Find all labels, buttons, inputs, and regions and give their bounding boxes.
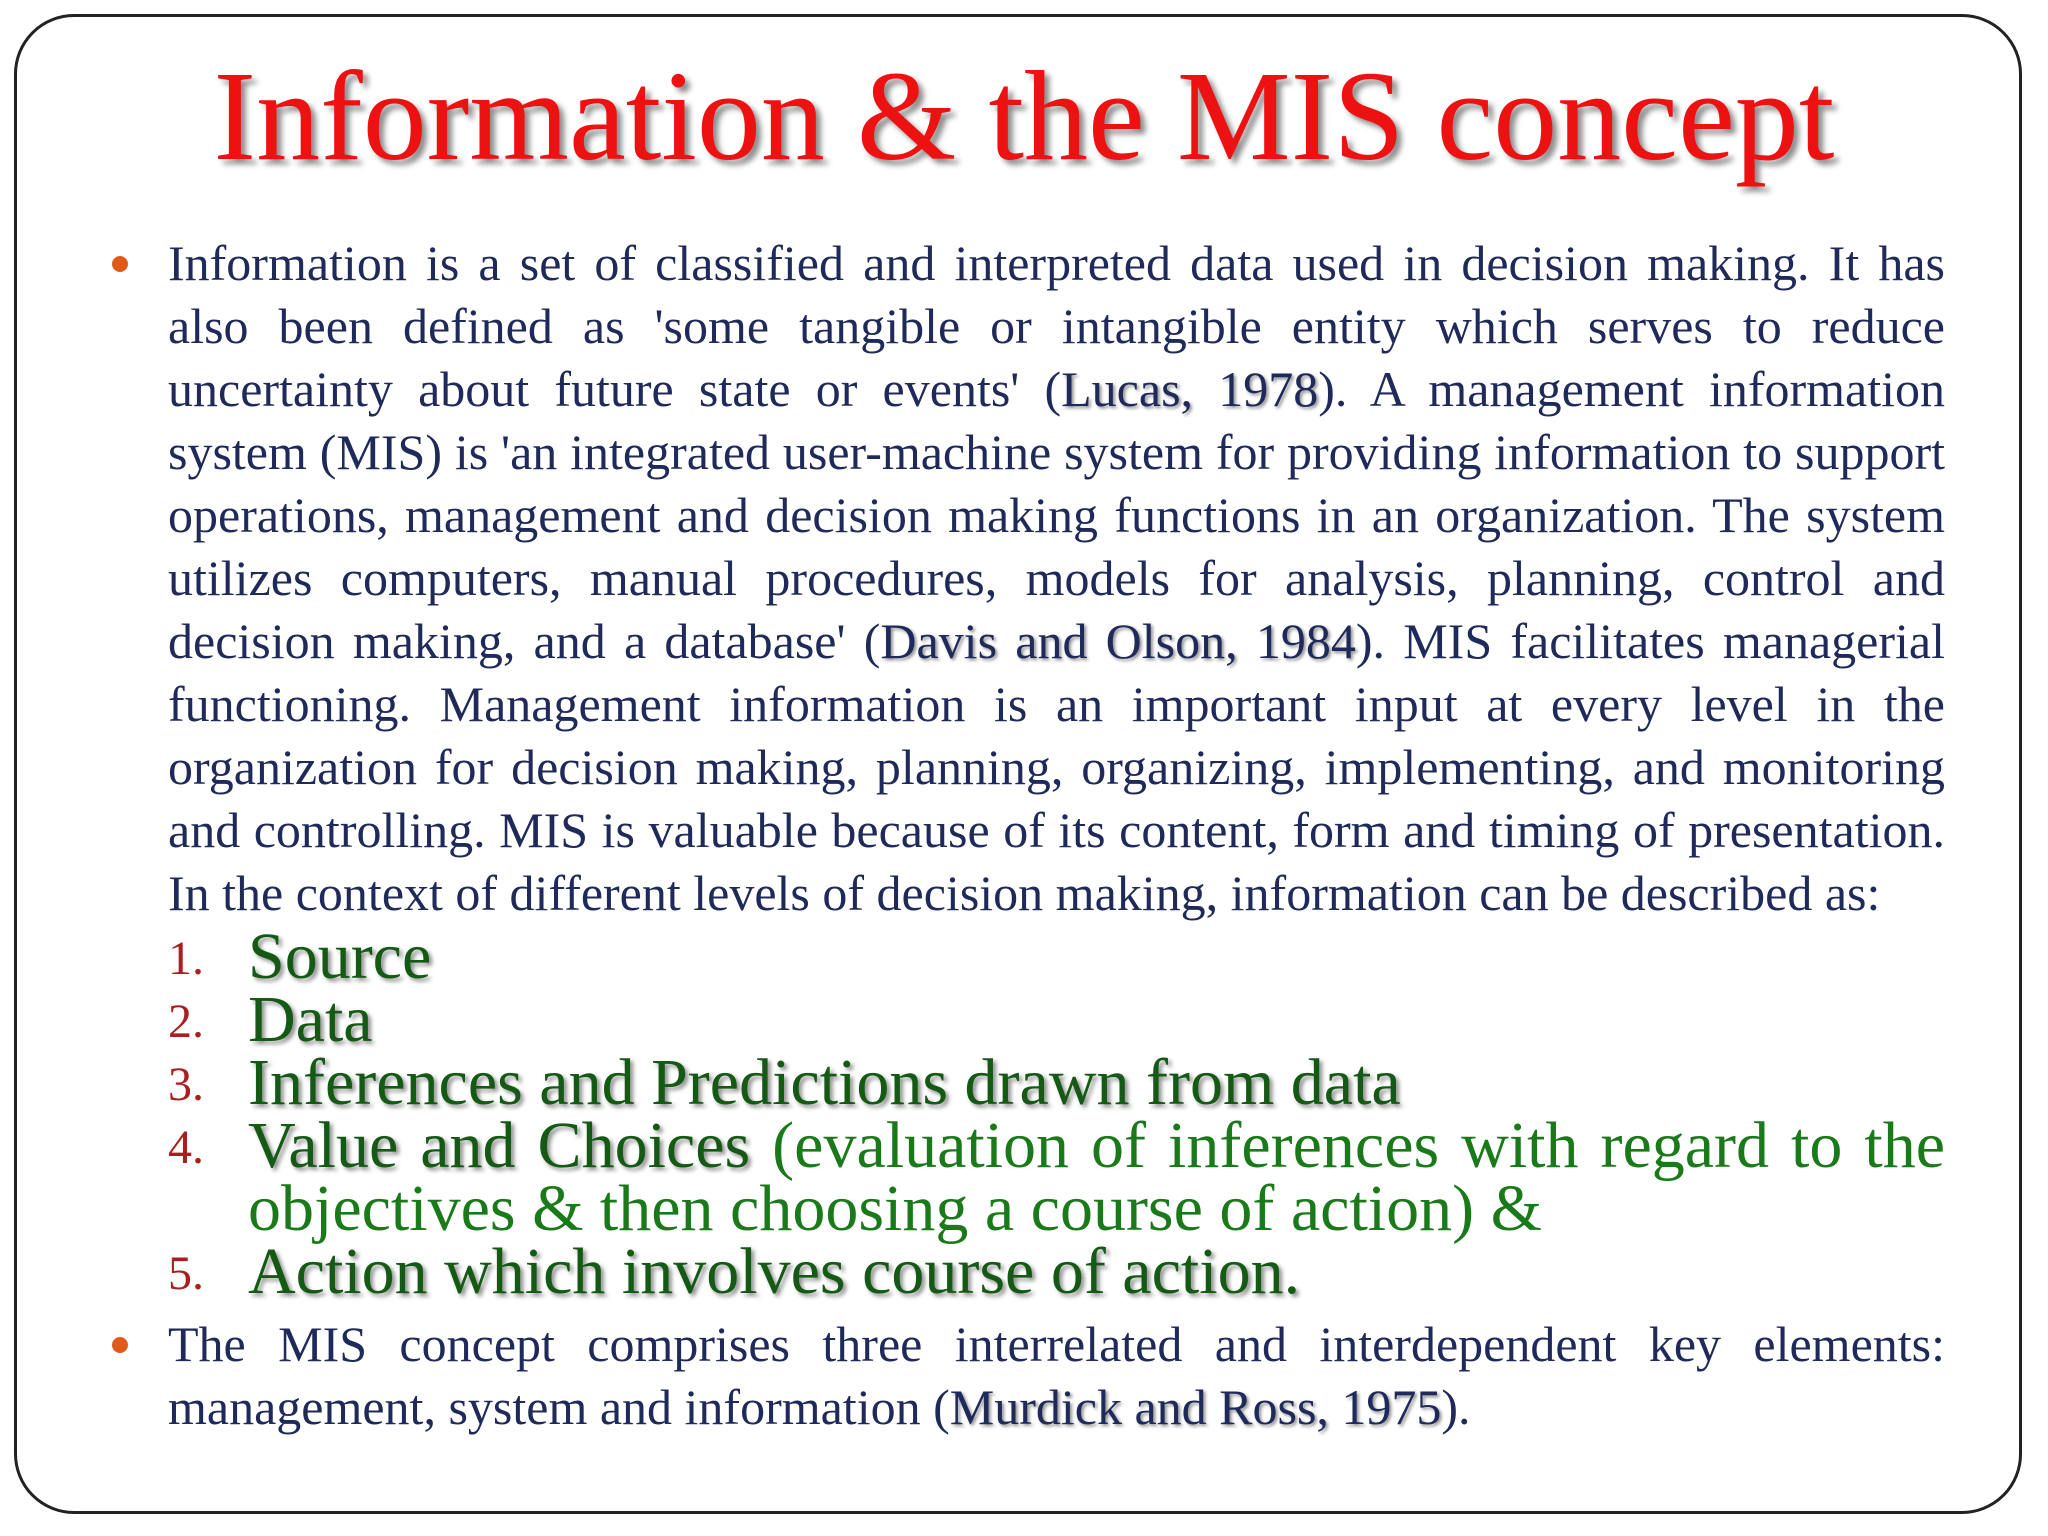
list-item: [168, 1235, 1945, 1308]
citation-murdick-ross: Murdick and Ross, 1975: [949, 1379, 1442, 1435]
bullet-text: ). A management information system (MIS) is 'an integrated user-machine system for providing information to support operations, management and decision making functions in an organization. The system utilizes computers, manual procedures, models for analysis, planning, control and decision making, and a database' (: [168, 361, 1946, 669]
list-item-label: Action which involves course of action.: [248, 1235, 1301, 1308]
information-levels-list: [168, 920, 1945, 1308]
list-number: 5.: [168, 1247, 204, 1300]
bullet-text: The MIS concept comprises three interrelated and interdependent key elements: management, system and information (: [168, 1316, 1945, 1435]
slide-content: [168, 232, 1945, 1439]
list-number: 2.: [168, 995, 204, 1048]
list-number: 4.: [168, 1121, 204, 1174]
list-item: [168, 983, 1945, 1056]
list-item: [168, 1046, 1945, 1119]
list-item: [168, 920, 1945, 993]
list-item-label: Data: [248, 983, 373, 1056]
list-item-label: Inferences and Predictions drawn from data: [248, 1046, 1401, 1119]
list-item-description: (evaluation of inferences with regard to the objectives & then choosing a course of action) &: [248, 1109, 1945, 1245]
list-number: 3.: [168, 1058, 204, 1111]
bullet-text: ).: [1441, 1379, 1471, 1435]
list-number: 1.: [168, 932, 204, 985]
bullet-dot-icon: [112, 1337, 128, 1353]
bullet-text: ). MIS facilitates managerial functioning. Management information is an important input at every level in the organization for decision making, planning, organizing, implementing, and monitoring and controlling. MIS is valuable because of its content, form and timing of presentation. In the context of different levels of decision making, information can be described as:: [168, 613, 1946, 921]
citation-davis-olson: Davis and Olson, 1984: [880, 613, 1356, 669]
list-item-label: Source: [248, 920, 432, 993]
bullet-text: Information is a set of classified and interpreted data used in decision making. It has also been defined as 'some tangible or intangible entity which serves to reduce uncertainty about future state or events' (: [168, 235, 1945, 417]
list-item-label: Value and Choices: [248, 1109, 751, 1182]
citation-lucas: Lucas, 1978: [1061, 361, 1319, 417]
list-item: [168, 1109, 1945, 1245]
bullet-mis-concept: [168, 1313, 1945, 1439]
bullet-dot-icon: [112, 256, 128, 272]
bullet-information-definition: [168, 232, 1945, 925]
slide-title: Information & the MIS concept: [213, 45, 1835, 187]
